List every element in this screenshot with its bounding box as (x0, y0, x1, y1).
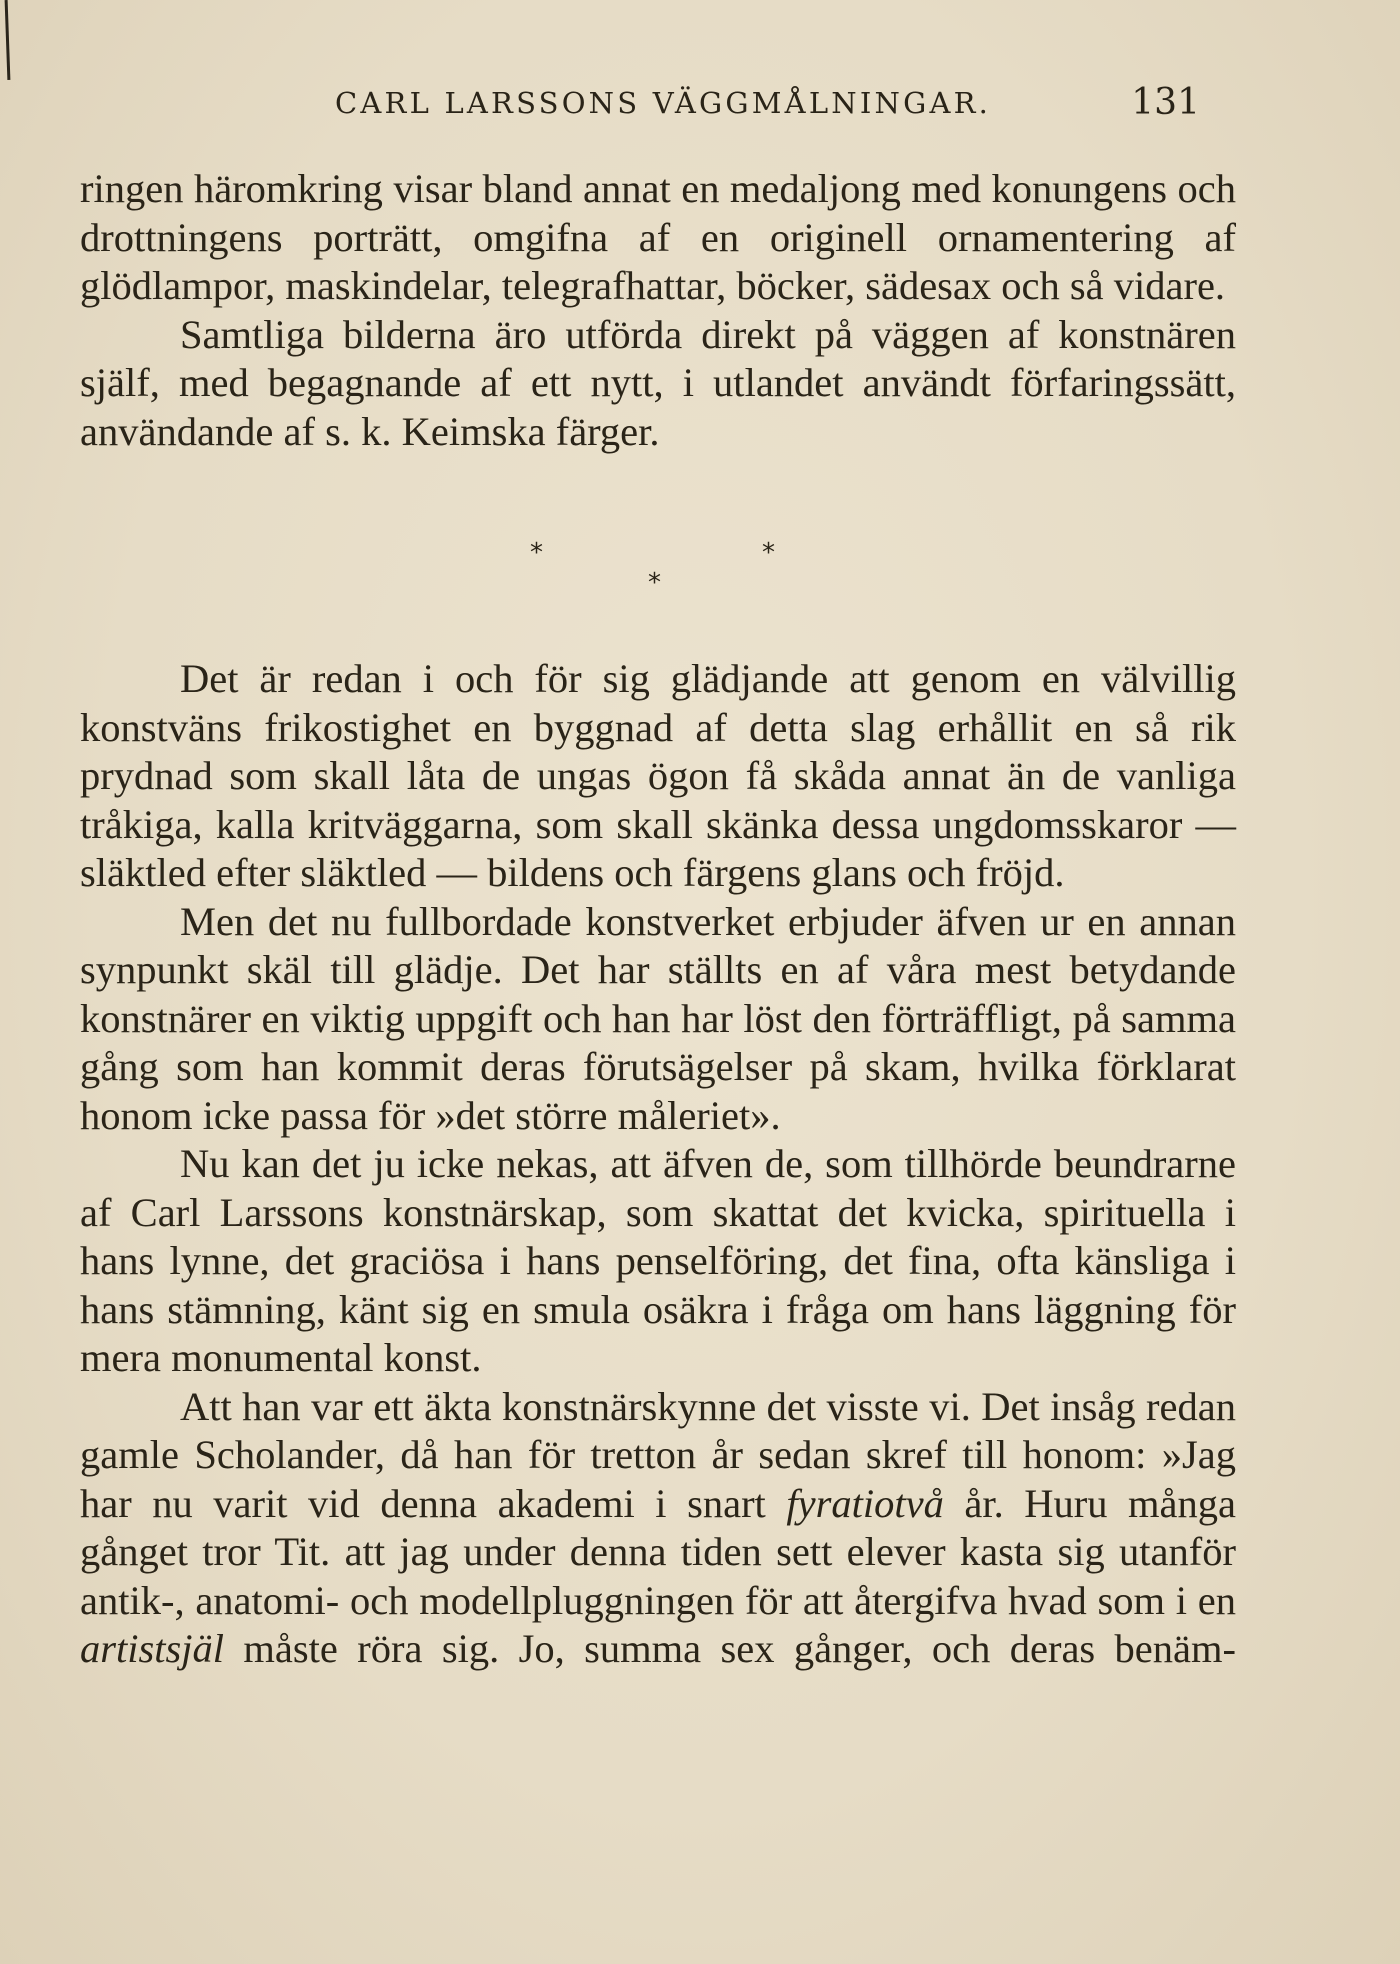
page-number: 131 (1131, 82, 1200, 123)
section-separator (0, 538, 1400, 608)
paragraph-1: ringen häromkring visar bland annat en medaljong med konungens och drottningens porträtt, omgifna af en originell ornamentering af glödlampor, maskindelar, telegrafhattar, böcker, sädesax och så vidare. (80, 166, 1236, 308)
italic-phrase: artistsjäl (80, 1626, 225, 1671)
paragraph-6 (80, 1383, 1236, 1674)
paragraph-6-text-b: år. Huru många gånget tror Tit. att jag under denna tiden sett elever kasta sig utanför antik-, anatomi- och modellpluggningen för att återgifva hvad som i en (80, 1480, 1237, 1623)
text-block-bottom (80, 655, 1236, 1674)
separator-asterisk: * (530, 538, 543, 568)
paragraph-6-text-a: Att han var ett äkta konstnärskynne det visste vi. Det insåg redan gamle Scholander, då han för tretton år sedan skref till honom: »Jag har nu varit vid denna akademi i snart (80, 1383, 1236, 1526)
running-header (80, 82, 1200, 126)
paragraph-5: Nu kan det ju icke nekas, att äfven de, som tillhörde beundrarne af Carl Larssons konstnärskap, som skattat det kvicka, spirituella i hans lynne, det graciösa i hans penselföring, det fina, ofta känsliga i hans stämning, känt sig en smula osäkra i fråga om hans läggning för mera monumental konst. (80, 1141, 1236, 1380)
italic-phrase: fyratiotvå (786, 1480, 944, 1526)
text-block-top (80, 165, 1236, 456)
paragraph-3: Det är redan i och för sig glädjande att genom en välvillig konstväns frikostighet en byggnad af detta slag erhållit en så rik prydnad som skall låta de ungas ögon få skåda annat än de vanliga tråkiga, kalla kritväggarna, som skall skänka dessa ungdomsskaror — släktled efter släktled — bildens och färgens glans och fröjd. (80, 656, 1236, 895)
separator-asterisk: * (648, 568, 661, 598)
paragraph-4: Men det nu fullbordade konstverket erbjuder äfven ur en annan synpunkt skäl till glädje. Det har ställts en af våra mest betydande konstnärer en viktig uppgift och han har löst den förträffligt, på samma gång som han kommit deras förutsägelser på skam, hvilka förklarat honom icke passa för »det större måleriet». (80, 898, 1236, 1138)
running-title: CARL LARSSONS VÄGGMÅLNINGAR. (335, 86, 992, 120)
paragraph-2: Samtliga bilderna äro utförda direkt på väggen af konstnären själf, med begagnande af ett nytt, i utlandet användt förfaringssätt, användande af s. k. Keimska färger. (80, 311, 1236, 454)
paragraph-6-text-c: måste röra sig. Jo, summa sex gånger, och deras benäm- (224, 1626, 1236, 1671)
separator-asterisk: * (762, 538, 775, 568)
page-edge-mark (5, 0, 11, 80)
